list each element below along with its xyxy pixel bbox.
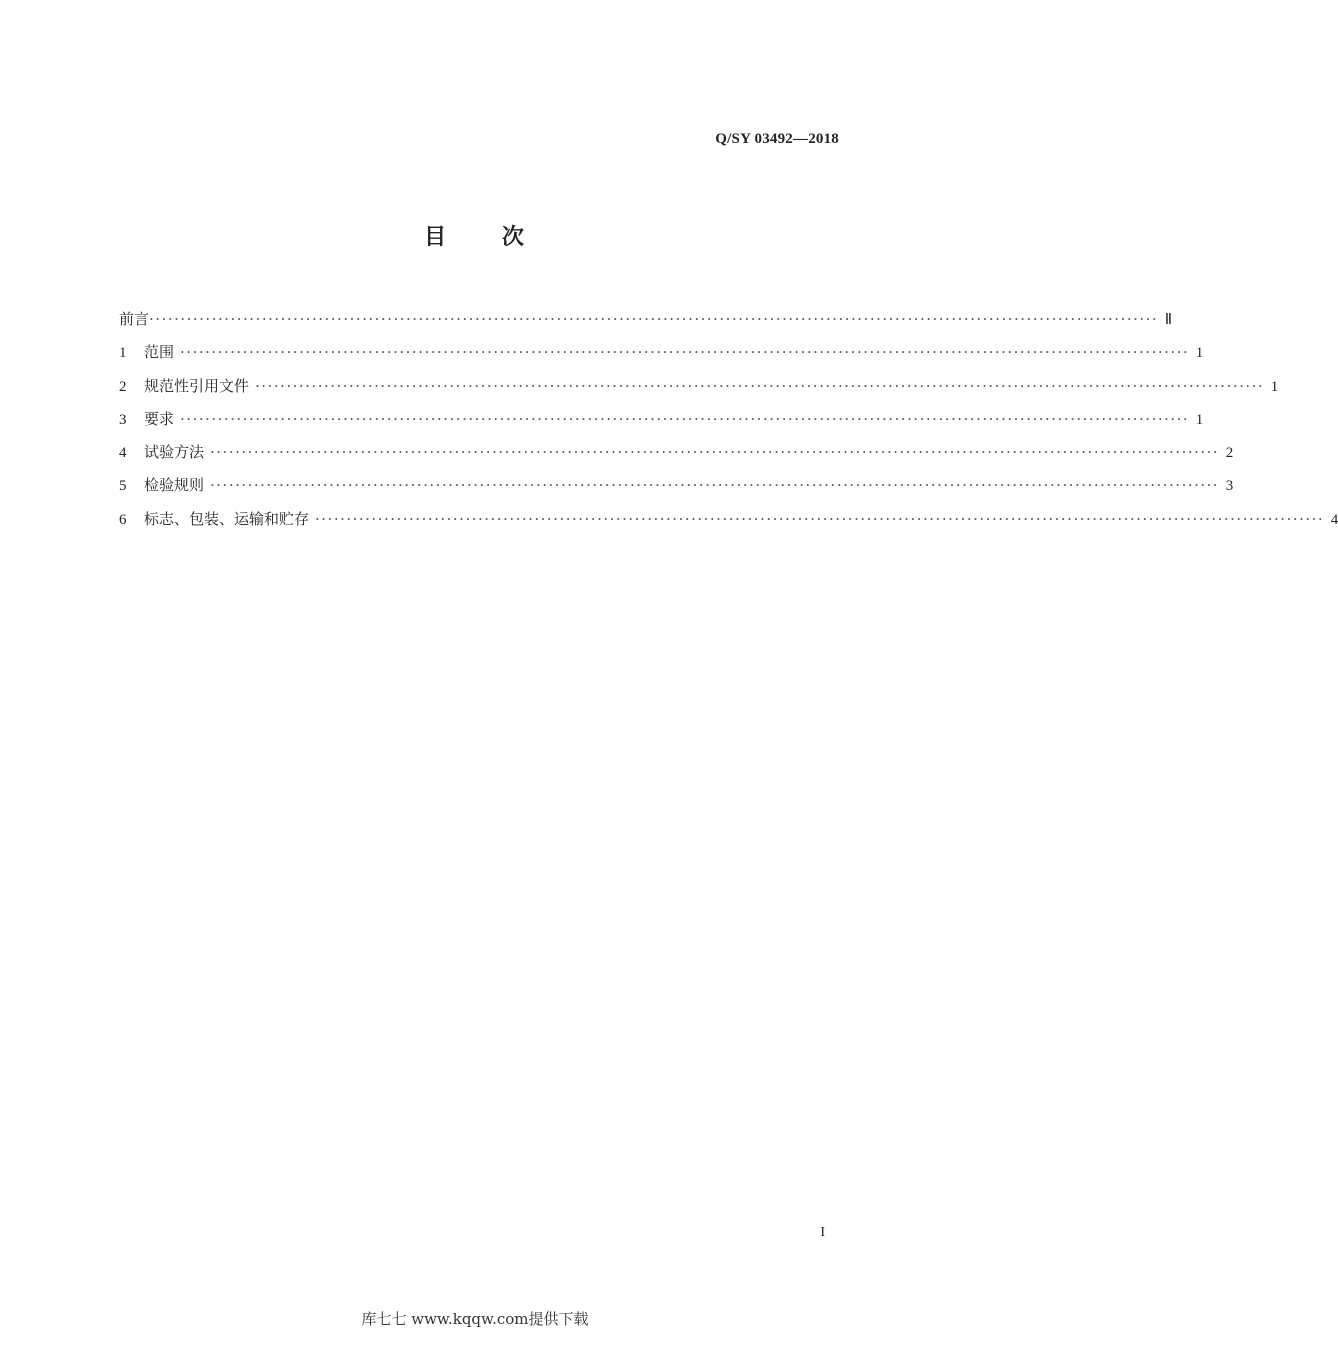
toc-entry-label: 前言: [119, 310, 150, 328]
toc-entry-number: 5: [119, 478, 127, 495]
toc-entry-label: 要求: [144, 409, 175, 428]
page-number: I: [820, 1225, 825, 1240]
toc-entry-number: 2: [119, 378, 127, 395]
toc-entry-number: 6: [119, 511, 127, 528]
toc-entry-label: 试验方法: [144, 443, 205, 462]
toc-entry-inspection-rules[interactable]: [119, 474, 1234, 507]
toc-entry-number: 1: [119, 345, 127, 362]
toc-entry-test-methods[interactable]: [119, 441, 1234, 474]
toc-leader-dots: ·································································································································································: [255, 376, 1265, 395]
toc-leader-dots: ·································································································································································: [315, 509, 1325, 528]
toc-leader-dots: ·································································································································································: [180, 409, 1190, 428]
toc-leader-dots: ·································································································································································: [180, 343, 1190, 362]
toc-entry-requirements[interactable]: [119, 408, 1204, 441]
toc-entry-page: 4: [1330, 511, 1338, 528]
toc-entry-marking-packaging[interactable]: [119, 508, 1338, 541]
toc-entry-scope[interactable]: [119, 341, 1204, 374]
table-of-contents: [119, 308, 1338, 541]
toc-entry-label: 检验规则: [144, 476, 205, 495]
toc-entry-number: 4: [119, 445, 127, 462]
toc-entry-page: 1: [1270, 378, 1279, 395]
page-title: 目 次: [424, 225, 526, 250]
toc-entry-normative-references[interactable]: [119, 375, 1279, 408]
toc-entry-page: 1: [1195, 345, 1204, 362]
standard-code: Q/SY 03492—2018: [715, 131, 839, 147]
toc-entry-page: Ⅱ: [1164, 312, 1173, 328]
toc-entry-number: 3: [119, 411, 127, 428]
toc-entry-label: 标志、包装、运输和贮存: [144, 509, 310, 528]
toc-entry-label: 规范性引用文件: [144, 376, 250, 395]
toc-entry-page: 2: [1225, 445, 1234, 462]
toc-entry-page: 3: [1225, 478, 1234, 495]
toc-leader-dots: ·································································································································································: [210, 443, 1220, 462]
download-footer: 库七七 www.kqqw.com提供下载: [361, 1310, 589, 1328]
toc-entry-label: 范围: [144, 343, 175, 362]
toc-entry-foreword[interactable]: [119, 308, 1173, 341]
toc-entry-page: 1: [1195, 411, 1204, 428]
toc-leader-dots: ·································································································································································: [210, 476, 1220, 495]
toc-leader-dots: ·································································································································································: [149, 310, 1159, 328]
